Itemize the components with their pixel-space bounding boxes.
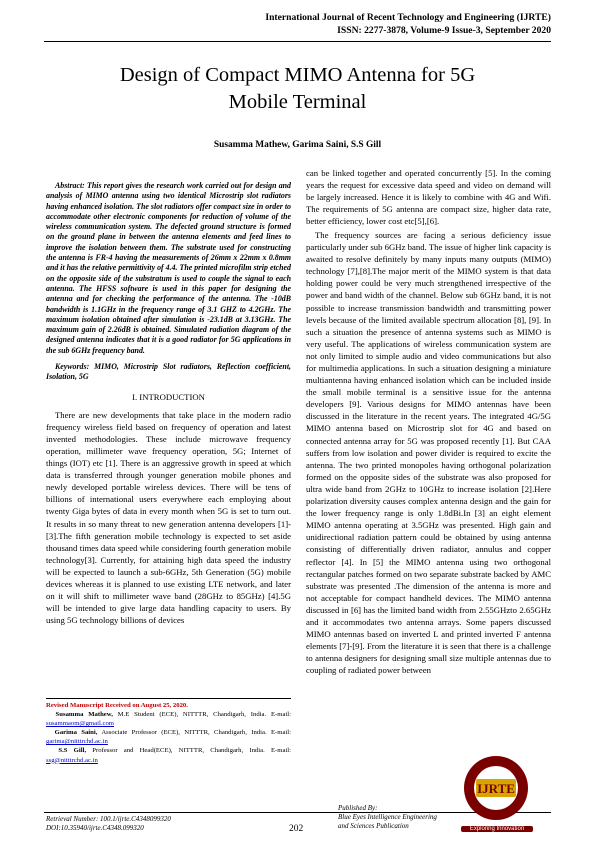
publisher-line-2: and Sciences Publication <box>338 822 409 830</box>
section-heading: I. INTRODUCTION <box>132 391 205 402</box>
footnote-rule <box>46 698 291 699</box>
doi: DOI:10.35940/ijrte.C4348.099320 <box>46 824 144 832</box>
author-note-1 <box>46 710 291 728</box>
author-email-1[interactable]: susammaom@gmail.com <box>46 720 115 728</box>
right-column <box>306 167 551 678</box>
continued-paragraph: can be linked together and operated concurrently [5]. In the coming years the request for excessive data speed and video on demand will be largely increased. Hence it is likely to combine with 4G and Wifi. The requirements of 5G antenna are compact size, higher data rate, better efficiency, lower cost etc[5],[6]. <box>306 168 551 227</box>
author-email-3[interactable]: ssg@nitttrchd.ac.in <box>46 756 98 764</box>
abstract: Abstract: This report gives the research work carried out for design and analysis of MIMO antenna using two identical Microstrip slot radiators having enhanced isolation. The slot radiators offer compact size in order to accommodate other electronic components for reduction of volume of the wireless communication system. The defected ground structure is formed on the ground plane in between the antenna elements and feed lines to improve the isolation between them. The substrate used for constructing the antenna is FR-4 having the measurements of 26mm x 22mm x 0.8mm and it has the relative permittivity of 4.4. The printed microfilm strip etched on the opposite side of the substratum is used to couple the signal to each antenna. The HFSS software is used in this paper for designing the antenna and for checking the performance of the antenna. The -10dB bandwidth is 1.1GHz in the frequency range of 3.1 GHZ to 4.2GHz. The maximum isolation obtained after simulation is -23.1dB at 3.13GHz. The maximum gain of 2.26dB is obtained. Simulated radiation diagram of the designed antenna indicates that it is a good radiator for 5G applications in the sub 6GHz frequency band. <box>46 181 291 355</box>
author-note-1-detail: M.E Student (ECE), NITTTR, Chandigarh, India. E-mail: <box>112 711 291 719</box>
intro-paragraph: There are new developments that take place in the modern radio frequency wireless field based on frequency of operation and latest invented methodologies. These include microwave frequency operation, millimeter wave frequency operation, 5G; Internet of things (IOT) etc [1]. There is an aggressive growth in speed at which data is transferred through younger generation mobile phones and newly developed portable wireless devices. There will be tens of billions of international users everywhere each employing about twenty Giga bytes of data in every month when 5G is set to turn out. It results in so many threat to new generation antenna developers [1]-[3].The fifth generation mobile technology is expected to set aside thousand times data speed while considering fourth generation mobile technology[3]. Currently, for attaining high data speed the industry will be expected to launch a sub-6GHz, 5th Generation (5G) mobile devices whereas it is planned to use existing LTE network, and later on it will shift to millimeter wave band (28GHz to 85GHz) [4].5G will be intended to give large data handling capacity to users. By using 5G technology billions of devices <box>46 409 291 626</box>
author-note-2-name: Garima Saini, <box>54 729 98 737</box>
page-number: 202 <box>289 824 304 834</box>
author-note-2 <box>46 728 291 746</box>
publisher-line-1: Blue Eyes Intelligence Engineering <box>338 813 437 821</box>
ijrte-logo-icon <box>463 755 529 821</box>
header-rule <box>44 41 551 42</box>
author-note-3 <box>46 746 291 764</box>
manuscript-notes <box>46 701 291 765</box>
left-column <box>46 167 291 628</box>
body-paragraph: The frequency sources are facing a serious deficiency issue particularly under sub 6GHz band. The issue of higher link capacity is awaited to resolve definitely by many inputs many outputs (MIMO) technology [7],[8].The major merit of the MIMO system is that data holding power could be very much strengthened irrespective of the power and band width of the channel. Below sub 6GHz band, it is not possible to increase transmission bandwidth and transmitting power levels because of the limited available spectrum allocation [8], [9]. In such a situation the presence of antenna systems such as MIMO is very useful. The applications of wireless communication system are not only limited to simple audio and video communications but also for multimedia applications. In such a situation designing a miniature multiantenna having enhanced isolation which can be included inside the small mobile terminal is a sensitive issue for the antenna developers [9]. Various designs for MIMO antennas have been discussed in the literature in the recent years. The integrated 4G/5G MIMO antenna based on Microstrip slot for 4G and based on connected antenna array for 5G was proposed recently [1]. But CAA suffers from low isolation and power divider is required to excite the antenna. The two printed monopoles having orthogonal polarization formed on the opposite sides of the substrate was also proposed for ultra wide band from 2GHz to 10GHz to increase isolation [2].Here polarization diversity causes complex antenna design and the gain for the lower frequency range is only 1.8dBi.In [3] an eight element MIMO antenna operating at 3.5GHz was presented. High gain and unidirectional radiation pattern could be obtained by using antenna consisting of differentially driven radiator, annulus and copper reflector [4]. In [5] the MIMO antenna using two orthogonal rectangular patches formed on two separate substrate backed by AMC substrate was presented .The dimension of the antenna is more and not acceptable for compact handheld devices. The MIMO antenna discussed in [6] has the limited band width from 2.55GHzto 2.65GHz and it accommodates two antenna arrays. Some papers discussed MIMO antennas based on inverted L and printed inverted F antenna elements [7]-[9]. From the literature it is seen that there is a challenge to antenna designers for designing small size multiple antennas due to coupling of radiated power between <box>306 229 551 676</box>
logo-tagline: Exploring Innovation <box>461 826 533 832</box>
retrieval-number: Retrieval Number: 100.1/ijrte.C4348099320 <box>46 815 171 823</box>
logo-text: IJRTE <box>477 781 515 796</box>
journal-header <box>265 12 551 37</box>
authors: Susamma Mathew, Garima Saini, S.S Gill <box>213 140 382 150</box>
footer-retrieval <box>46 815 171 833</box>
author-email-2[interactable]: garima@nitttrchd.ac.in <box>46 738 108 746</box>
author-note-3-name: S.S Gill, <box>58 747 87 755</box>
footer-publisher <box>338 804 437 831</box>
received-date: Revised Manuscript Received on August 25, 2020. <box>46 702 188 709</box>
author-note-1-name: Susamma Mathew, <box>55 711 113 719</box>
published-by: Published By: <box>338 804 378 812</box>
paper-title <box>40 62 555 116</box>
journal-name: International Journal of Recent Technology and Engineering (IJRTE) <box>265 12 551 23</box>
title-line-1: Design of Compact MIMO Antenna for 5G <box>119 64 476 86</box>
author-note-3-detail: Professor and Head(ECE), NITTTR, Chandigarh, India. E-mail: <box>86 747 291 755</box>
keywords: Keywords: MIMO, Microstrip Slot radiators, Reflection coefficient, Isolation, 5G <box>46 362 291 382</box>
author-note-2-detail: Associate Professor (ECE), NITTTR, Chandigarh, India. E-mail: <box>97 729 292 737</box>
title-line-2: Mobile Terminal <box>228 91 367 113</box>
journal-issn: ISSN: 2277-3878, Volume-9 Issue-3, September 2020 <box>337 24 551 36</box>
